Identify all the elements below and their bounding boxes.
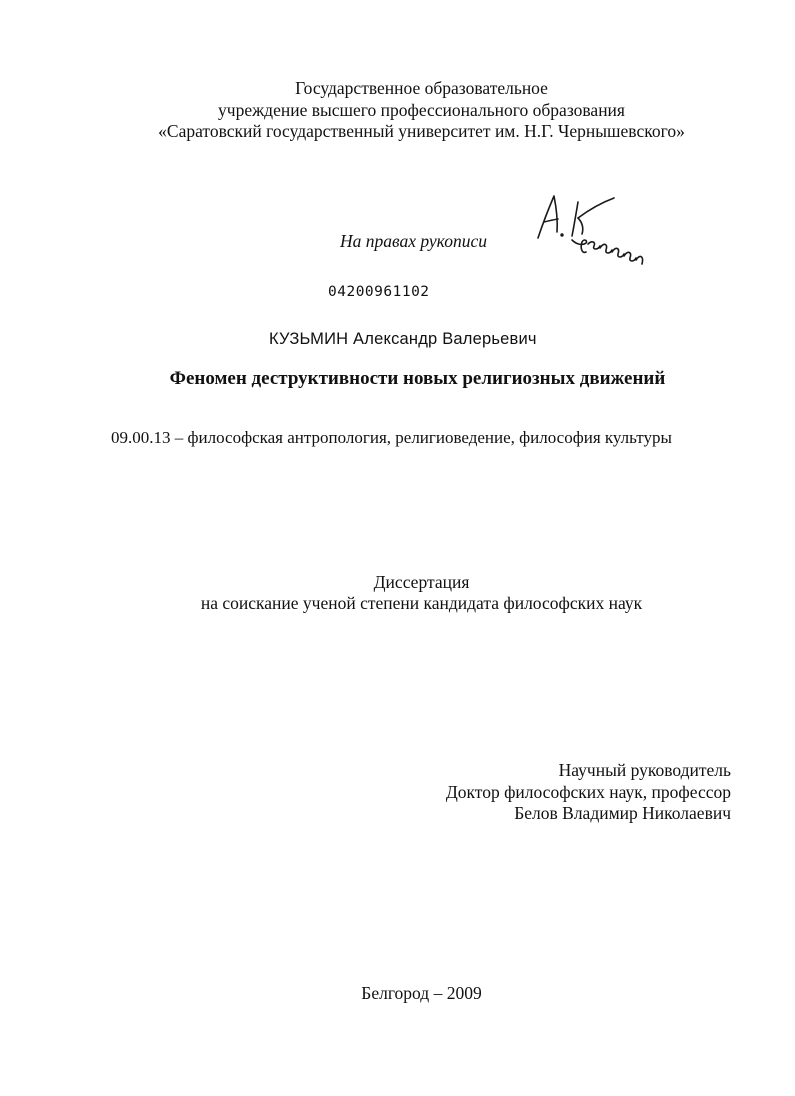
manuscript-rights-label: На правах рукописи [340,231,487,251]
supervisor-block [400,760,731,825]
author-name: КУЗЬМИН Александр Валерьевич [269,330,537,348]
institution-line-3: «Саратовский государственный университет им. Н.Г. Чернышевского» [158,121,685,141]
handwritten-signature [532,188,650,272]
dissertation-title: Феномен деструктивности новых религиозных движений [169,368,666,389]
supervisor-role: Научный руководитель [558,760,731,780]
supervisor-name: Белов Владимир Николаевич [514,803,731,823]
dissertation-line-1: Диссертация [373,572,470,592]
institution-header [0,78,795,143]
institution-line-2: учреждение высшего профессионального образования [218,99,625,120]
city-year: Белгород – 2009 [361,983,482,1003]
specialty-code: 09.00.13 – философская антропология, религиоведение, философия культуры [111,428,672,447]
institution-line-1: Государственное образовательное [295,78,548,98]
dissertation-line-2: на соискание ученой степени кандидата философских наук [200,593,643,613]
dissertation-description [0,572,795,614]
supervisor-degree: Доктор философских наук, профессор [445,781,731,802]
document-registration-number: 04200961102 [328,284,430,300]
